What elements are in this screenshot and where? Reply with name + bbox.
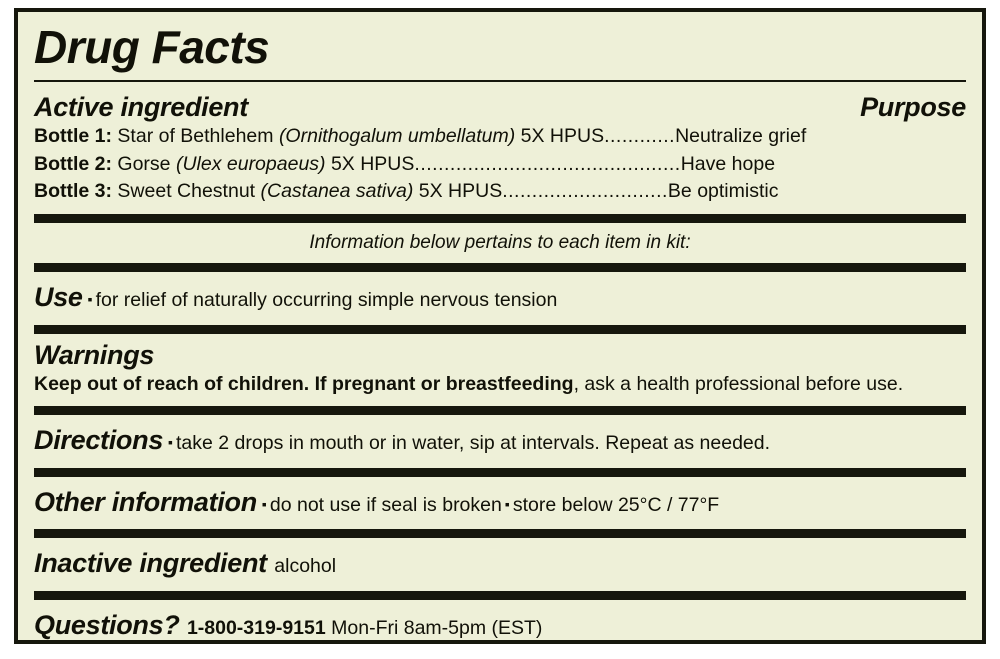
purpose-heading: Purpose bbox=[860, 92, 966, 122]
ingredient-bottle-label: Bottle 2: bbox=[34, 152, 112, 175]
inactive-ingredient-text: alcohol bbox=[274, 555, 337, 578]
ingredient-name: Sweet Chestnut bbox=[117, 180, 256, 203]
use-section bbox=[34, 272, 966, 324]
ingredient-latin-name: (Castanea sativa) bbox=[260, 180, 414, 203]
ingredient-potency: 5X HPUS bbox=[330, 152, 415, 175]
ingredient-row bbox=[34, 151, 966, 179]
other-information-heading: Other information bbox=[34, 486, 257, 517]
divider-after-other-information bbox=[34, 529, 966, 538]
use-heading: Use bbox=[34, 282, 83, 313]
warnings-section bbox=[34, 334, 966, 407]
ingredient-latin-name: (Ornithogalum umbellatum) bbox=[278, 125, 516, 147]
ingredient-name: Gorse bbox=[117, 152, 171, 175]
ingredient-row bbox=[34, 123, 966, 151]
phone-hours: Mon-Fri 8am-5pm (EST) bbox=[331, 616, 543, 639]
directions-section bbox=[34, 415, 966, 467]
ingredient-purpose: Be optimistic bbox=[667, 180, 779, 203]
divider-after-warnings bbox=[34, 406, 966, 415]
ingredient-potency: 5X HPUS bbox=[520, 125, 605, 147]
inactive-ingredient-heading: Inactive ingredient bbox=[34, 548, 267, 579]
warnings-rest-text: , ask a health professional before use. bbox=[573, 372, 904, 395]
divider-after-directions bbox=[34, 468, 966, 477]
questions-section bbox=[34, 600, 966, 652]
active-ingredient-section bbox=[34, 82, 966, 214]
kit-note: Information below pertains to each item in kit: bbox=[309, 232, 691, 254]
other-information-text-2: store below 25°C / 77°F bbox=[512, 493, 720, 516]
warnings-body bbox=[34, 371, 966, 398]
questions-heading: Questions? bbox=[34, 609, 180, 640]
directions-heading: Directions bbox=[34, 425, 164, 456]
ingredient-dots: ............ bbox=[604, 125, 676, 147]
divider-after-inactive bbox=[34, 591, 966, 600]
inactive-ingredient-section bbox=[34, 538, 966, 590]
ingredient-dots: ............................................. bbox=[414, 152, 681, 175]
square-bullet-icon: ▪ bbox=[87, 291, 93, 308]
ingredient-name: Star of Bethlehem bbox=[117, 125, 274, 147]
square-bullet-icon: ▪ bbox=[261, 495, 267, 512]
square-bullet-icon: ▪ bbox=[504, 495, 510, 512]
divider-after-kit-note bbox=[34, 263, 966, 272]
ingredient-bottle-label: Bottle 1: bbox=[34, 125, 112, 147]
ingredient-purpose: Have hope bbox=[680, 152, 776, 175]
divider-after-active bbox=[34, 214, 966, 223]
warnings-heading: Warnings bbox=[34, 339, 155, 370]
ingredient-purpose: Neutralize grief bbox=[675, 125, 807, 147]
ingredient-potency: 5X HPUS bbox=[418, 180, 503, 203]
phone-number[interactable]: 1-800-319-9151 bbox=[186, 616, 326, 639]
ingredient-latin-name: (Ulex europaeus) bbox=[175, 152, 326, 175]
page-title: Drug Facts bbox=[34, 21, 270, 73]
directions-text: take 2 drops in mouth or in water, sip at intervals. Repeat as needed. bbox=[176, 432, 771, 455]
other-information-text-1: do not use if seal is broken bbox=[269, 493, 502, 516]
ingredient-row bbox=[34, 178, 966, 206]
ingredient-bottle-label: Bottle 3: bbox=[34, 180, 112, 203]
use-text: for relief of naturally occurring simple nervous tension bbox=[95, 289, 558, 312]
square-bullet-icon: ▪ bbox=[168, 434, 174, 451]
other-information-section bbox=[34, 477, 966, 529]
active-ingredient-header bbox=[34, 88, 966, 123]
drug-facts-label bbox=[14, 8, 986, 644]
warnings-bold-text: Keep out of reach of children. If pregnant or breastfeeding bbox=[34, 372, 574, 395]
ingredient-dots: ............................ bbox=[502, 180, 668, 203]
divider-after-use bbox=[34, 325, 966, 334]
active-ingredient-heading: Active ingredient bbox=[34, 92, 248, 122]
